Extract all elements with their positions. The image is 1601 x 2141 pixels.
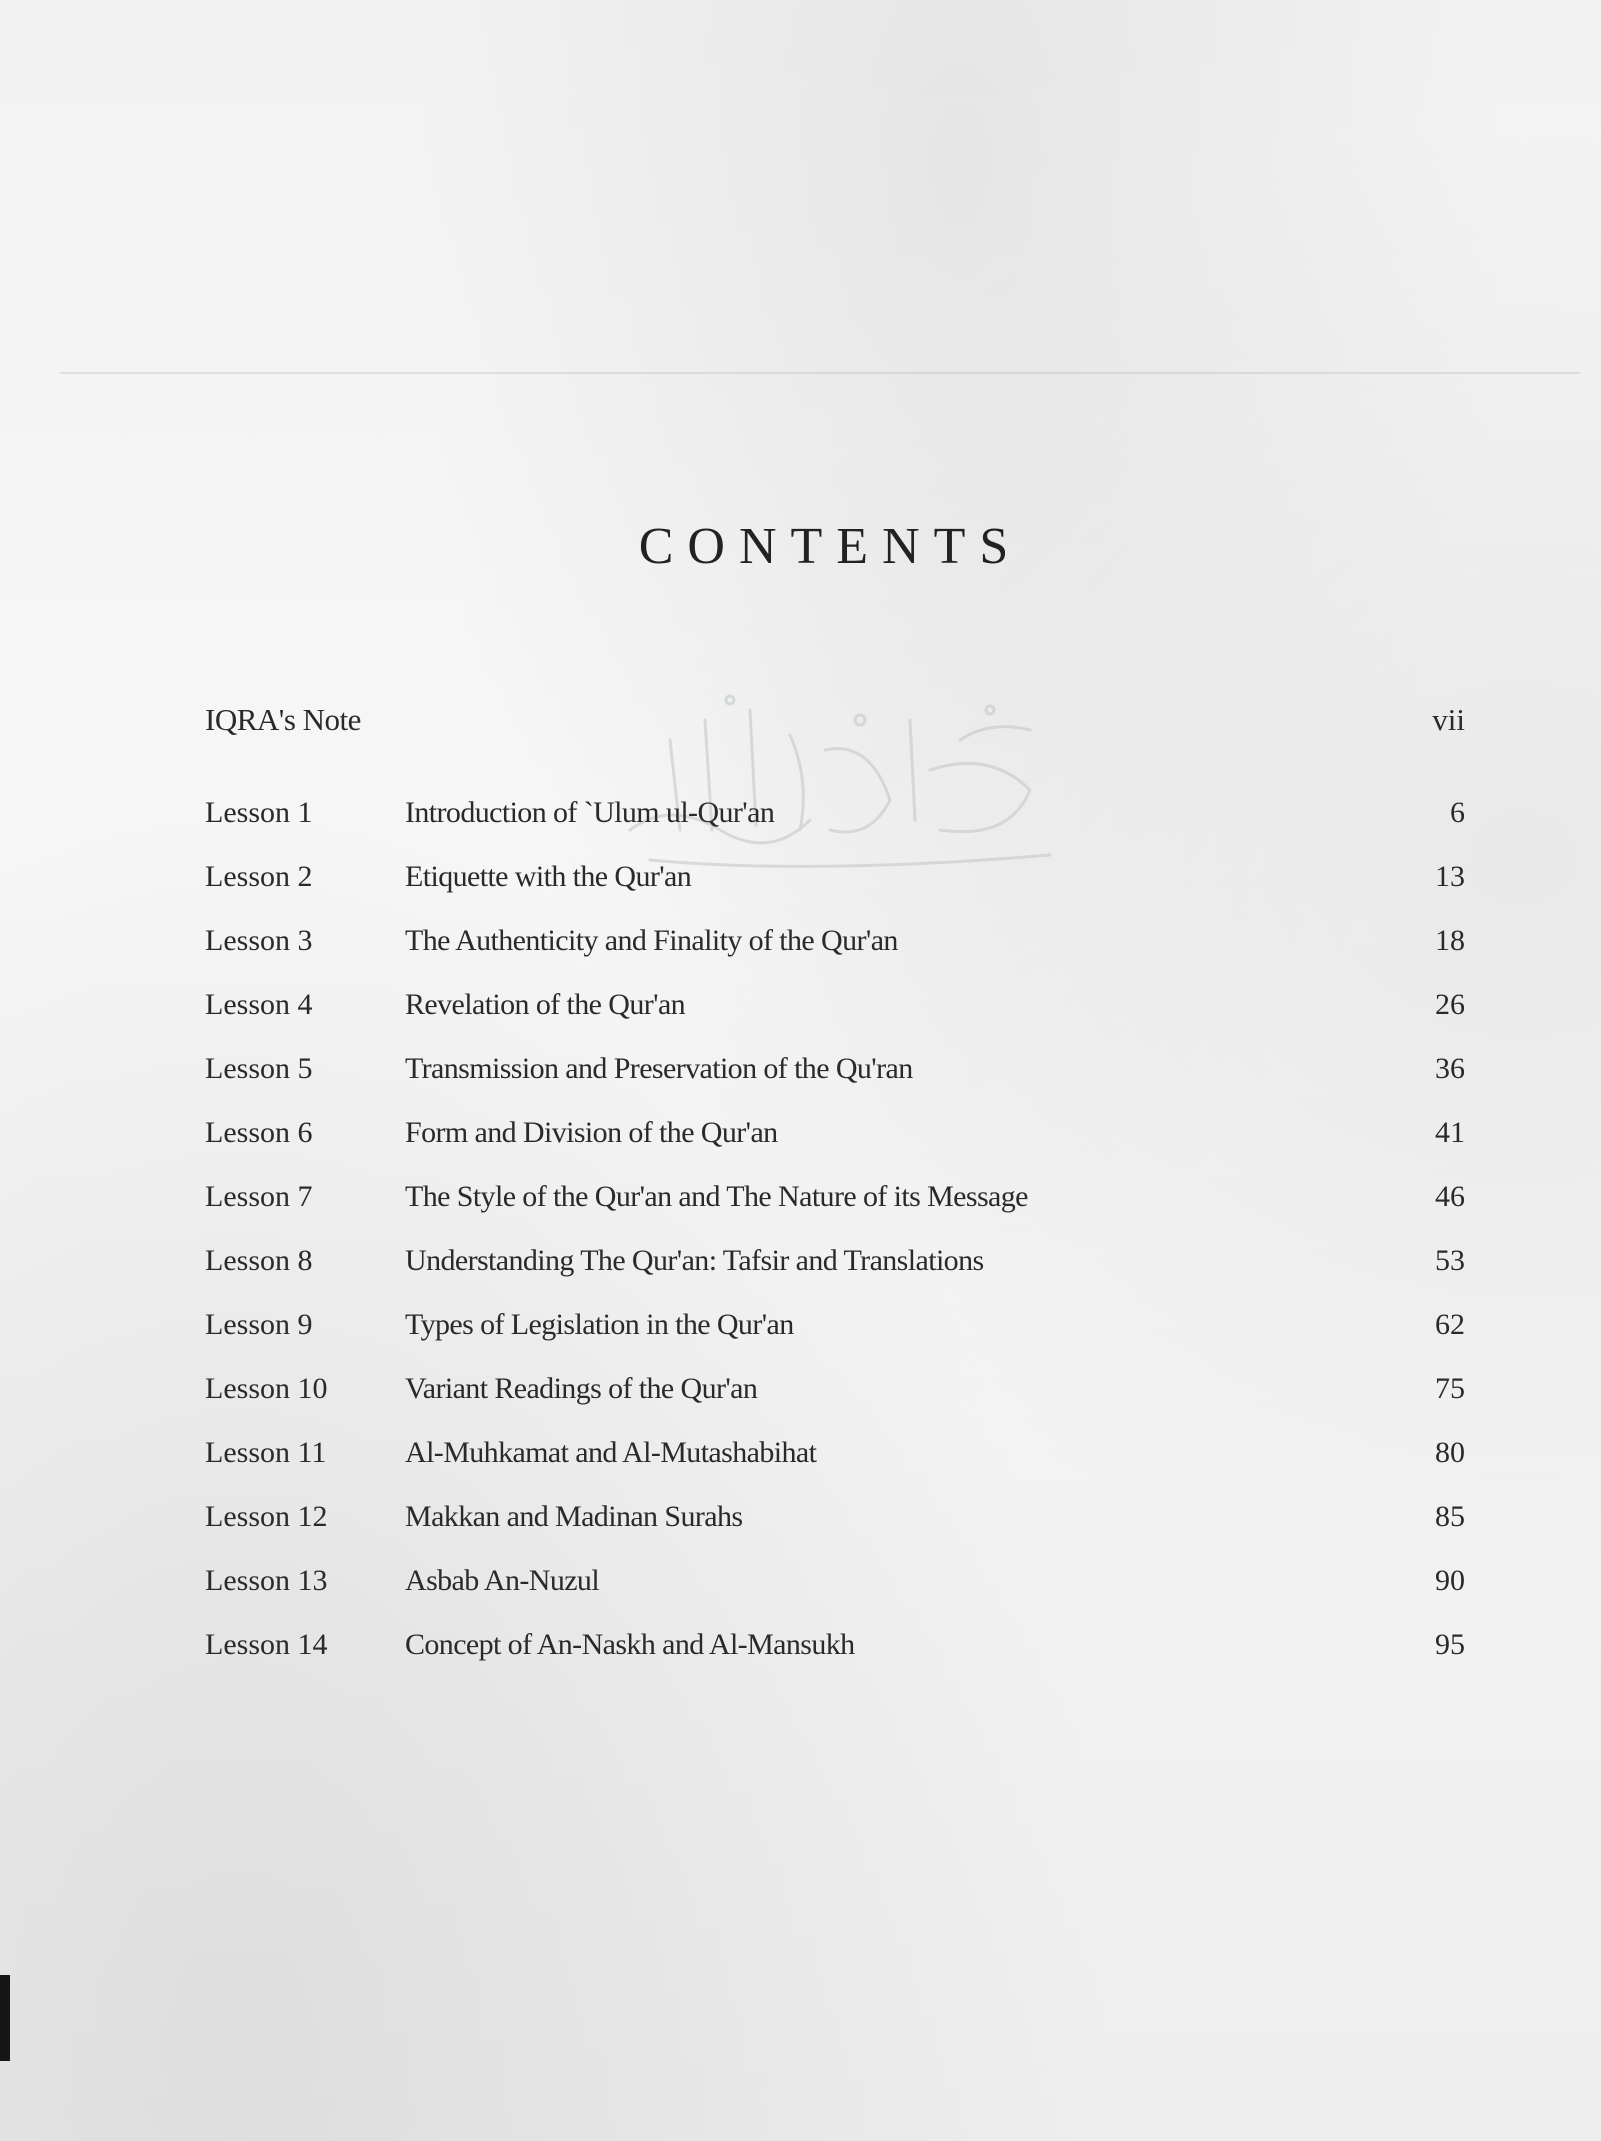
lesson-page: 53 (1435, 1244, 1465, 1277)
lesson-title: Makkan and Madinan Surahs (405, 1500, 743, 1533)
lesson-number: Lesson 10 (205, 1372, 328, 1405)
lesson-number: Lesson 5 (205, 1052, 313, 1085)
show-through-rule (60, 372, 1580, 374)
lesson-number: Lesson 13 (205, 1564, 328, 1597)
lesson-page: 41 (1435, 1116, 1465, 1149)
lesson-number: Lesson 11 (205, 1436, 327, 1469)
lesson-page: 80 (1435, 1436, 1465, 1469)
contents-heading: CONTENTS (638, 517, 1023, 575)
lesson-title: The Style of the Qur'an and The Nature of its Message (405, 1180, 1028, 1213)
lesson-page: 90 (1435, 1564, 1465, 1597)
lesson-page: 6 (1450, 796, 1465, 829)
lesson-page: 95 (1435, 1628, 1465, 1661)
toc-row (205, 1436, 1465, 1500)
toc-row (205, 1244, 1465, 1308)
lesson-title: Concept of An-Naskh and Al-Mansukh (405, 1628, 855, 1661)
lesson-title: Al-Muhkamat and Al-Mutashabihat (405, 1436, 817, 1469)
toc-row (205, 1372, 1465, 1436)
toc-row (205, 1308, 1465, 1372)
lesson-title: Introduction of `Ulum ul-Qur'an (405, 796, 775, 829)
lesson-number: Lesson 6 (205, 1116, 313, 1149)
lesson-page: 26 (1435, 988, 1465, 1021)
lesson-page: 36 (1435, 1052, 1465, 1085)
lesson-title: Understanding The Qur'an: Tafsir and Translations (405, 1244, 984, 1277)
table-of-contents (205, 796, 1465, 1692)
lesson-page: 85 (1435, 1500, 1465, 1533)
toc-row (205, 1564, 1465, 1628)
lesson-title: Transmission and Preservation of the Qu'ran (405, 1052, 913, 1085)
lesson-title: Form and Division of the Qur'an (405, 1116, 778, 1149)
toc-row (205, 860, 1465, 924)
lesson-number: Lesson 12 (205, 1500, 328, 1533)
lesson-number: Lesson 3 (205, 924, 313, 957)
lesson-number: Lesson 8 (205, 1244, 313, 1277)
toc-row (205, 1052, 1465, 1116)
toc-row (205, 1180, 1465, 1244)
lesson-number: Lesson 2 (205, 860, 313, 893)
lesson-title: Types of Legislation in the Qur'an (405, 1308, 794, 1341)
front-matter-entry (205, 702, 1465, 742)
lesson-number: Lesson 9 (205, 1308, 313, 1341)
toc-row (205, 988, 1465, 1052)
toc-row (205, 796, 1465, 860)
lesson-number: Lesson 7 (205, 1180, 313, 1213)
lesson-page: 62 (1435, 1308, 1465, 1341)
lesson-number: Lesson 14 (205, 1628, 328, 1661)
lesson-number: Lesson 1 (205, 796, 313, 829)
toc-row (205, 924, 1465, 988)
page-edge-mark (0, 1975, 10, 2061)
lesson-title: Etiquette with the Qur'an (405, 860, 692, 893)
lesson-page: 75 (1435, 1372, 1465, 1405)
lesson-title: Variant Readings of the Qur'an (405, 1372, 758, 1405)
front-matter-label: IQRA's Note (205, 702, 361, 737)
lesson-title: The Authenticity and Finality of the Qur'an (405, 924, 898, 957)
lesson-title: Revelation of the Qur'an (405, 988, 686, 1021)
lesson-page: 18 (1435, 924, 1465, 957)
lesson-title: Asbab An-Nuzul (405, 1564, 600, 1597)
front-matter-page: vii (1432, 702, 1465, 737)
toc-row (205, 1116, 1465, 1180)
lesson-page: 46 (1435, 1180, 1465, 1213)
toc-row (205, 1628, 1465, 1692)
lesson-page: 13 (1435, 860, 1465, 893)
toc-row (205, 1500, 1465, 1564)
lesson-number: Lesson 4 (205, 988, 313, 1021)
